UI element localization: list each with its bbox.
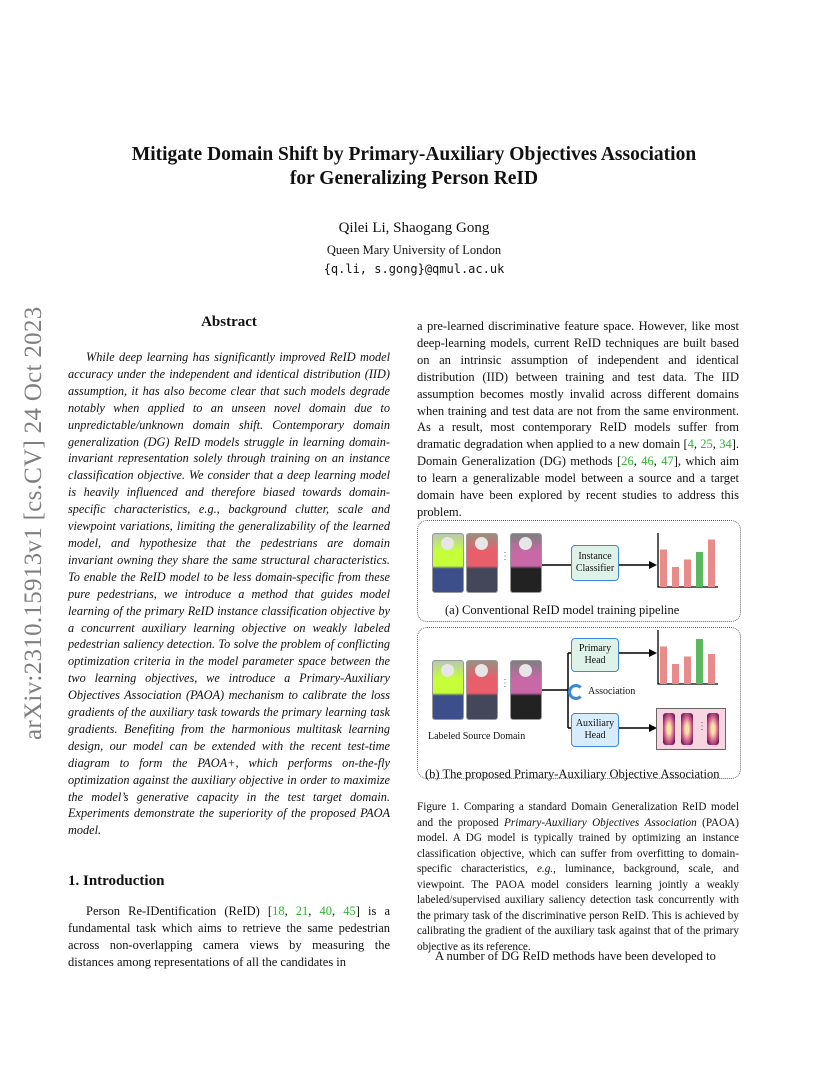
ellipsis-dots: ⋮ <box>697 721 707 732</box>
prediction-bar <box>696 639 703 684</box>
right-text-c: ], which aim to learn a generalizable model between a source and a target domain have been explored by recent studies to address this problem. <box>417 454 740 519</box>
output-bar-chart-b <box>656 628 720 688</box>
figure-a-caption: (a) Conventional ReID model training pipeline <box>445 603 680 617</box>
title-line-1: Mitigate Domain Shift by Primary-Auxiliary Objectives Association <box>131 144 697 165</box>
citation-link[interactable]: 45 <box>343 904 356 918</box>
right-text-b: ]. Domain Generalization (DG) methods [ <box>417 437 740 469</box>
saliency-map <box>707 713 719 745</box>
arxiv-identifier: arXiv:2310.15913v1 [cs.CV] 24 Oct 2023 <box>20 306 47 740</box>
head-output-arrows <box>617 628 657 778</box>
primary-head-label: Primary Head <box>578 643 612 666</box>
ellipsis-dots: ⋮ <box>500 551 510 562</box>
right-column-paragraph: a pre-learned discriminative feature space. However, like most deep-learning models, current ReID techniques are built based on an intrinsic assumption of independent and identical distribution (IID) between training and test data. The IID assumption becomes mostly invalid across different domains when training and test data are not from the same environment. As a result, most contemporary ReID models suffer from dramatic degradation when applied to a new domain [4, 25, 34]. Domain Generalization (DG) methods [26, 46, 47], which aim to learn a generalizable model between a source and a target domain have been explored by recent studies to address this problem. <box>417 319 740 519</box>
auxiliary-head-box <box>571 713 619 747</box>
sync-icon <box>568 684 584 700</box>
caption-text-b: (PAOA) model. A DG model is typically trained by optimizing an instance classification objective, which can suffer from overfitting to domain-specific characteristics, <box>417 816 739 875</box>
citation-link[interactable]: 34 <box>719 437 732 452</box>
output-bar-chart-a <box>656 531 720 591</box>
right-text-a: a pre-learned discriminative feature space. However, like most deep-learning models, current ReID techniques are built based on an intrinsic assumption of independent and identical distribution (IID) between training and test data. The IID assumption becomes mostly invalid across different domains when training and test data are not from the same environment. As a result, most contemporary ReID models suffer from dramatic degradation when applied to a new domain [ <box>417 319 739 452</box>
citation-link[interactable]: 21 <box>295 904 309 918</box>
abstract-heading: Abstract <box>201 314 257 330</box>
intro-heading: 1. Introduction <box>68 873 165 889</box>
citation-link[interactable]: 25 <box>700 437 713 452</box>
citation-link[interactable]: 18 <box>272 904 285 918</box>
citation-link[interactable]: 47 <box>661 454 674 469</box>
saliency-map <box>663 713 675 745</box>
pedestrian-image <box>432 660 464 720</box>
prediction-bar <box>660 647 667 685</box>
intro-paragraph: Person Re-IDentification (ReID) [18, 21, 40, 45] is a fundamental task which aims to retrieve the same pedestrian across non-overlapping camera views by measuring the distances among representations of all the candidates in <box>68 904 391 969</box>
auxiliary-head-label: Auxiliary Head <box>575 718 615 741</box>
prediction-bar <box>684 657 691 685</box>
saliency-map <box>681 713 693 745</box>
association-label: Association <box>588 686 636 697</box>
pedestrian-image <box>466 660 498 720</box>
instance-classifier-box <box>571 545 619 581</box>
citation-link[interactable]: 26 <box>621 454 634 469</box>
ellipsis-dots: ⋮ <box>500 678 510 689</box>
prediction-bar <box>660 550 667 588</box>
right-column-continuation: A number of DG ReID methods have been developed to <box>435 949 716 963</box>
caption-emphasis: e.g. <box>536 863 554 875</box>
title-line-2: for Generalizing Person ReID <box>289 168 539 189</box>
citation-link[interactable]: 4 <box>687 437 694 452</box>
intro-text-a: Person Re-IDentification (ReID) [ <box>86 904 273 918</box>
pedestrian-image <box>466 533 498 593</box>
pedestrian-image <box>432 533 464 593</box>
citation-link[interactable]: 46 <box>641 454 654 469</box>
prediction-bar <box>696 552 703 587</box>
email: {q.li, s.gong}@qmul.ac.uk <box>323 262 505 276</box>
authors: Qilei Li, Shaogang Gong <box>338 220 490 236</box>
primary-head-box <box>571 638 619 672</box>
prediction-bar <box>672 664 679 684</box>
caption-text-a: Figure 1. Comparing a standard Domain Generalization ReID model and the proposed <box>417 801 739 829</box>
prediction-bar <box>708 540 715 588</box>
caption-text-c: , luminance, background, scale, and viewpoint. The PAOA model considers learning jointly a weakly labeled/supervised auxiliary saliency detection task concurrently with the primary task of the discriminative person ReID. This is achieved by calibrating the gradient of the auxiliary task against that of the primary objective as its reference. <box>417 863 739 953</box>
prediction-bar <box>708 654 715 684</box>
source-domain-label: Labeled Source Domain <box>428 731 526 742</box>
instance-classifier-label: Instance Classifier <box>575 551 615 574</box>
affiliation: Queen Mary University of London <box>326 243 502 257</box>
figure-b-caption: (b) The proposed Primary-Auxiliary Objective Association <box>425 767 720 781</box>
citation-link[interactable]: 40 <box>319 904 333 918</box>
saliency-maps <box>656 708 726 750</box>
prediction-bar <box>684 560 691 588</box>
intro-text-b: ] is a fundamental task which aims to retrieve the same pedestrian across non-overlapping camera views by measuring the distances among representations of all the candidates in <box>68 904 391 969</box>
figure-panel-b <box>417 627 741 779</box>
figure-1-caption <box>417 800 739 955</box>
paper-title <box>80 143 748 191</box>
prediction-bar <box>672 567 679 587</box>
abstract-text: While deep learning has significantly improved ReID model accuracy under the independent and identical distribution (IID) assumption, it has also become clear that such models degrade notably when applied to an unseen novel domain due to unpredictable/unknown domain shift. Contemporary domain generalization (DG) ReID models struggle in learning domain-invariant representation solely through training on an instance classification objective. We consider that a deep learning model is heavily influenced and therefore biased towards domain-specific characteristics, e.g., background clutter, scale and viewpoint variations, limiting the generalizability of the learned model, and hypothesize that the pedestrians are domain invariant owning they share the same structural characteristics. To enable the ReID model to be less domain-specific from these pure pedestrians, we introduce a method that guides model learning of the primary ReID instance classification objective by a concurrent auxiliary learning objective on weakly labeled pedestrian saliency detection. To solve the problem of conflicting optimization criteria in the model parameter space between the two learning objectives, we introduce a Primary-Auxiliary Objectives Association (PAOA) mechanism to calibrate the loss gradients of the auxiliary task towards the primary learning task gradients. Benefiting from the harmonious multitask learning design, our model can be extended with the recent test-time diagram to form the PAOA+, which performs on-the-fly optimization against the auxiliary objective in order to maximize the model’s generative capacity in the test target domain. Experiments demonstrate the superiority of the proposed PAOA model. <box>68 350 390 838</box>
caption-emphasis: Primary-Auxiliary Objectives Association <box>504 816 697 829</box>
